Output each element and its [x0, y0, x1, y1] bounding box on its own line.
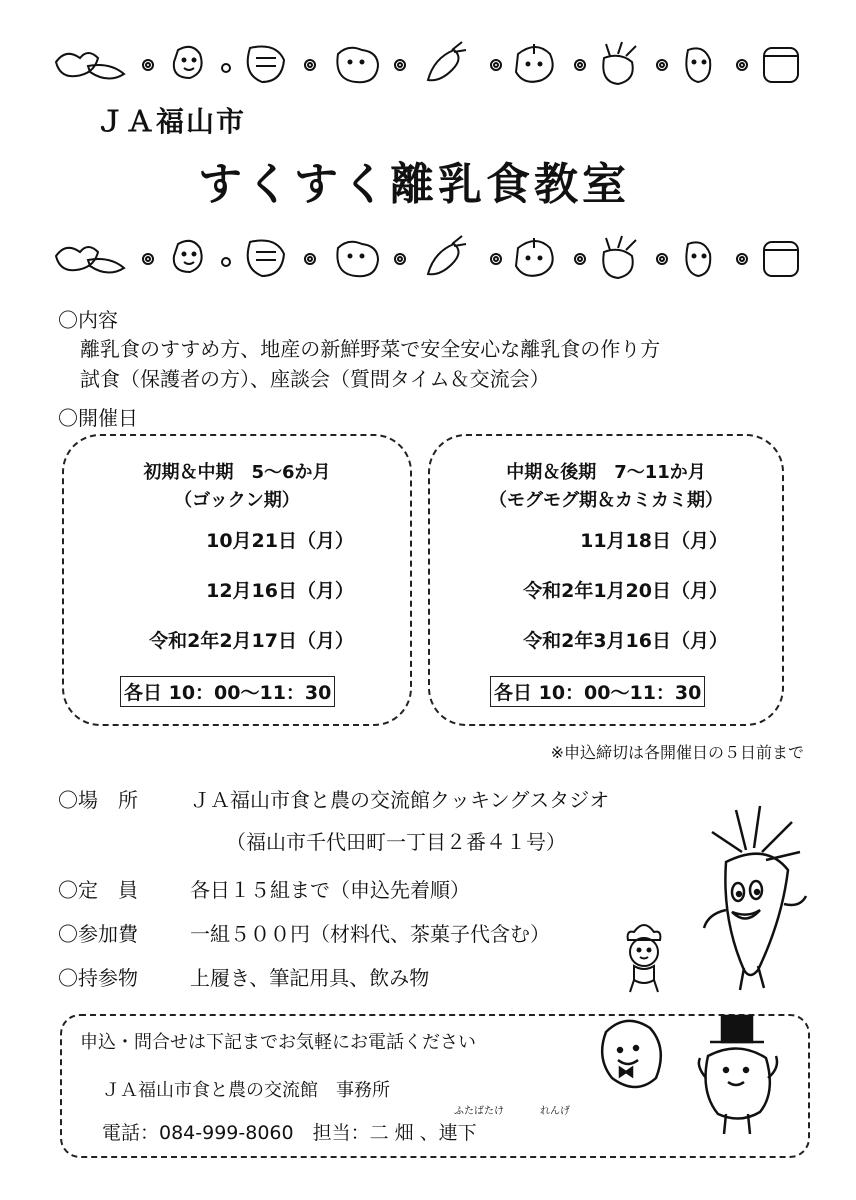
place-label: 〇場 所 — [58, 788, 138, 812]
late-date-2: 令和2年1月20日（月） — [523, 580, 728, 602]
late-date-1: 11月18日（月） — [580, 530, 728, 552]
ruby-futabatake: ふたばたけ — [454, 1106, 504, 1117]
ruby-renge: れんげ — [540, 1106, 570, 1117]
contact-office: ＪＡ福山市食と農の交流館 事務所 — [102, 1080, 390, 1101]
potato-character-icon — [592, 1012, 672, 1102]
early-date-3: 令和2年2月17日（月） — [149, 630, 354, 652]
fee-label: 〇参加費 — [58, 922, 138, 946]
late-time: 各日 10：00〜11：30 — [490, 676, 705, 707]
contact-phone: 電話：084-999-8060 担当：二 畑 、連下 — [102, 1122, 477, 1144]
late-date-3: 令和2年3月16日（月） — [523, 630, 728, 652]
organization-name: ＪＡ福山市 — [96, 105, 247, 138]
early-time: 各日 10：00〜11：30 — [120, 676, 335, 707]
fee-value: 一組５００円（材料代、茶菓子代含む） — [190, 922, 550, 946]
contact-intro: 申込・問合せは下記までお気軽にお電話ください — [80, 1032, 476, 1053]
late-stage-heading: 中期＆後期 7〜11か月 — [506, 462, 706, 483]
capacity-label: 〇定 員 — [58, 878, 138, 902]
decoration-row-bottom — [48, 234, 808, 284]
late-stage-box — [428, 434, 784, 726]
content-line-2: 試食（保護者の方）、座談会（質問タイム＆交流会） — [80, 367, 550, 391]
place-address: （福山市千代田町一丁目２番４１号） — [226, 830, 566, 854]
early-date-1: 10月21日（月） — [206, 530, 354, 552]
bring-value: 上履き、筆記用具、飲み物 — [190, 966, 430, 990]
early-stage-subheading: （ゴックン期） — [174, 490, 300, 511]
capacity-value: 各日１５組まで（申込先着順） — [190, 878, 470, 902]
decoration-row-top — [48, 40, 808, 90]
carrot-character-icon — [686, 800, 816, 1000]
early-stage-heading: 初期＆中期 5〜6か月 — [143, 462, 331, 483]
vegetable-border-icon — [48, 40, 808, 90]
bring-label: 〇持参物 — [58, 966, 138, 990]
top-hat-potato-icon — [692, 1012, 782, 1142]
dates-label: 〇開催日 — [58, 406, 138, 430]
content-label: 〇内容 — [58, 308, 118, 332]
early-stage-box — [62, 434, 412, 726]
chef-bear-icon — [614, 918, 674, 998]
place-value: ＪＡ福山市食と農の交流館クッキングスタジオ — [190, 788, 610, 812]
vegetable-border-icon — [48, 234, 808, 284]
page-title: すくすく離乳食教室 — [198, 159, 630, 210]
late-stage-subheading: （モグモグ期＆カミカミ期） — [489, 490, 723, 511]
content-line-1: 離乳食のすすめ方、地産の新鮮野菜で安全安心な離乳食の作り方 — [80, 337, 661, 361]
early-date-2: 12月16日（月） — [206, 580, 354, 602]
deadline-note: ※申込締切は各開催日の５日前まで — [550, 743, 804, 762]
